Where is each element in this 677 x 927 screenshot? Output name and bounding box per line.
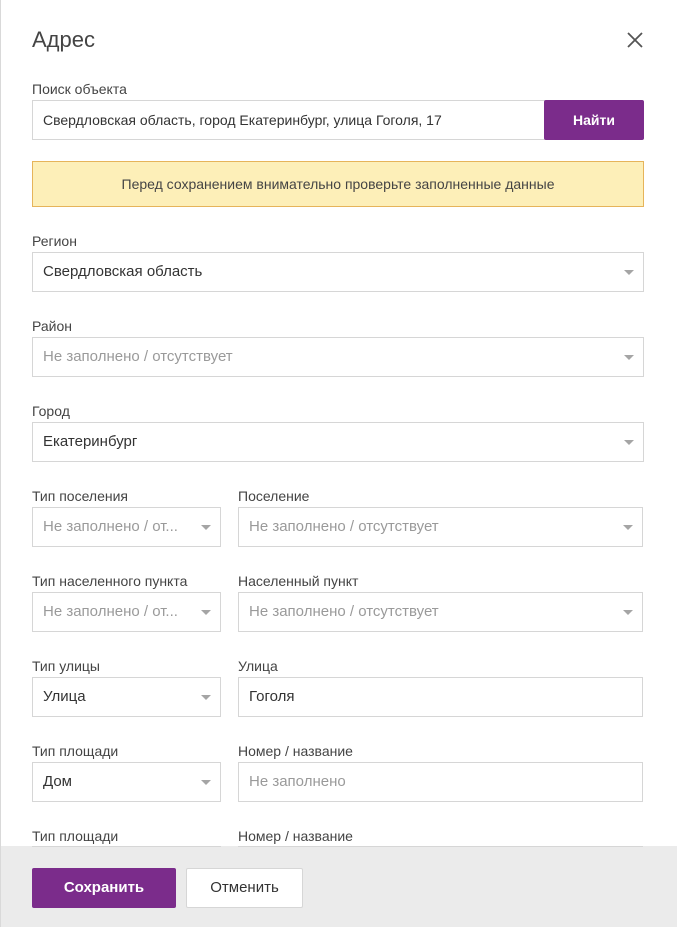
- cancel-button[interactable]: Отменить: [186, 868, 303, 908]
- locality-select[interactable]: [238, 592, 643, 632]
- chevron-down-icon: [201, 780, 211, 785]
- area-type-label: Тип площади: [32, 743, 119, 759]
- chevron-down-icon: [624, 355, 634, 360]
- street-type-value: Улица: [43, 688, 86, 705]
- street-type-select[interactable]: [32, 677, 221, 717]
- settlement-select[interactable]: [238, 507, 643, 547]
- locality-type-placeholder: Не заполнено / от...: [43, 603, 178, 620]
- settlement-type-label: Тип поселения: [32, 488, 129, 504]
- settlement-placeholder: Не заполнено / отсутствует: [249, 518, 439, 535]
- city-label: Город: [32, 403, 70, 419]
- chevron-down-icon: [624, 270, 634, 275]
- locality-type-select[interactable]: [32, 592, 221, 632]
- locality-label: Населенный пункт: [238, 573, 359, 589]
- dialog-title: Адрес: [32, 27, 95, 52]
- find-button[interactable]: Найти: [544, 100, 644, 140]
- street-label: Улица: [238, 658, 278, 674]
- chevron-down-icon: [201, 695, 211, 700]
- chevron-down-icon: [623, 610, 633, 615]
- street-input[interactable]: Гоголя: [238, 677, 643, 717]
- area-type-label-2: Тип площади: [32, 828, 119, 844]
- city-value: Екатеринбург: [43, 433, 138, 450]
- chevron-down-icon: [201, 525, 211, 530]
- close-button[interactable]: [624, 29, 646, 51]
- settlement-label: Поселение: [238, 488, 310, 504]
- close-icon: [624, 29, 646, 51]
- save-button[interactable]: Сохранить: [32, 868, 176, 908]
- area-type-select[interactable]: [32, 762, 221, 802]
- chevron-down-icon: [201, 610, 211, 615]
- region-select[interactable]: [32, 252, 644, 292]
- area-type-select-2-edge[interactable]: [32, 846, 221, 847]
- street-type-label: Тип улицы: [32, 658, 100, 674]
- chevron-down-icon: [623, 525, 633, 530]
- settlement-type-select[interactable]: [32, 507, 221, 547]
- area-number-label: Номер / название: [238, 743, 353, 759]
- search-label: Поиск объекта: [32, 81, 127, 97]
- settlement-type-placeholder: Не заполнено / от...: [43, 518, 178, 535]
- warning-banner: Перед сохранением внимательно проверьте заполненные данные: [32, 161, 644, 207]
- area-number-label-2: Номер / название: [238, 828, 353, 844]
- locality-type-label: Тип населенного пункта: [32, 573, 188, 589]
- region-value: Свердловская область: [43, 263, 203, 280]
- district-placeholder: Не заполнено / отсутствует: [43, 348, 233, 365]
- locality-placeholder: Не заполнено / отсутствует: [249, 603, 439, 620]
- area-type-value: Дом: [43, 773, 72, 790]
- chevron-down-icon: [624, 440, 634, 445]
- area-number-input-2-edge[interactable]: [238, 846, 643, 847]
- district-label: Район: [32, 318, 72, 334]
- area-number-input[interactable]: Не заполнено: [238, 762, 643, 802]
- city-select[interactable]: [32, 422, 644, 462]
- district-select[interactable]: [32, 337, 644, 377]
- search-input[interactable]: Свердловская область, город Екатеринбург, улица Гоголя, 17: [32, 100, 545, 140]
- region-label: Регион: [32, 233, 77, 249]
